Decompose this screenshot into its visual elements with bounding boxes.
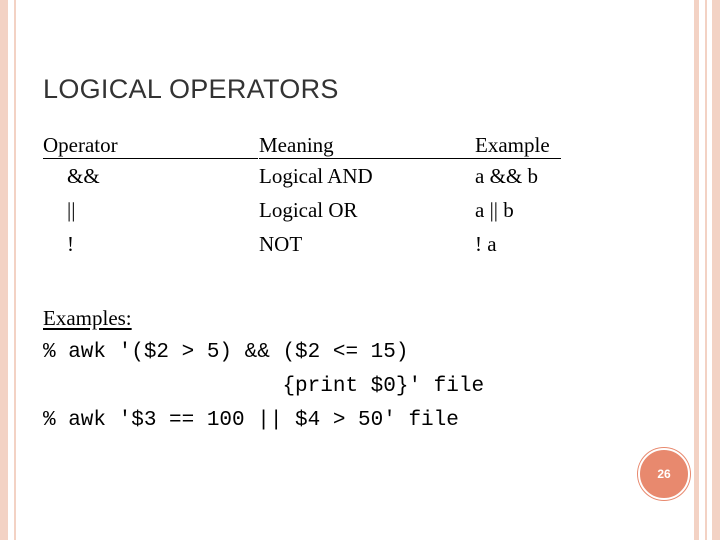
slide-frame-left-line	[14, 0, 16, 540]
operator-cell: &&	[67, 164, 100, 188]
slide-frame-right	[694, 0, 699, 540]
meaning-cell: Logical OR	[259, 198, 358, 222]
slide-title: LOGICAL OPERATORS	[43, 74, 339, 104]
example-column	[475, 132, 561, 261]
operator-cell: !	[67, 232, 74, 256]
slide-frame-right-edge	[712, 0, 720, 540]
operator-header: Operator	[43, 132, 258, 159]
code-line: % awk '($2 > 5) && ($2 <= 15)	[43, 341, 409, 364]
slide-frame-left	[0, 0, 8, 540]
meaning-cell: Logical AND	[259, 164, 373, 188]
operator-cell: ||	[67, 198, 76, 222]
slide-frame-right-line	[705, 0, 707, 540]
meaning-column	[259, 132, 475, 261]
examples-label: Examples:	[43, 306, 132, 330]
example-cell: a || b	[475, 198, 514, 222]
example-header: Example	[475, 132, 561, 159]
code-line: % awk '$3 == 100 || $4 > 50' file	[43, 409, 459, 432]
page-number-badge: 26	[638, 448, 690, 500]
meaning-cell: NOT	[259, 232, 303, 256]
example-cell: a && b	[475, 164, 538, 188]
meaning-header: Meaning	[259, 132, 475, 159]
operator-column	[43, 132, 258, 261]
example-cell: ! a	[475, 232, 497, 256]
code-line: {print $0}' file	[43, 375, 485, 398]
